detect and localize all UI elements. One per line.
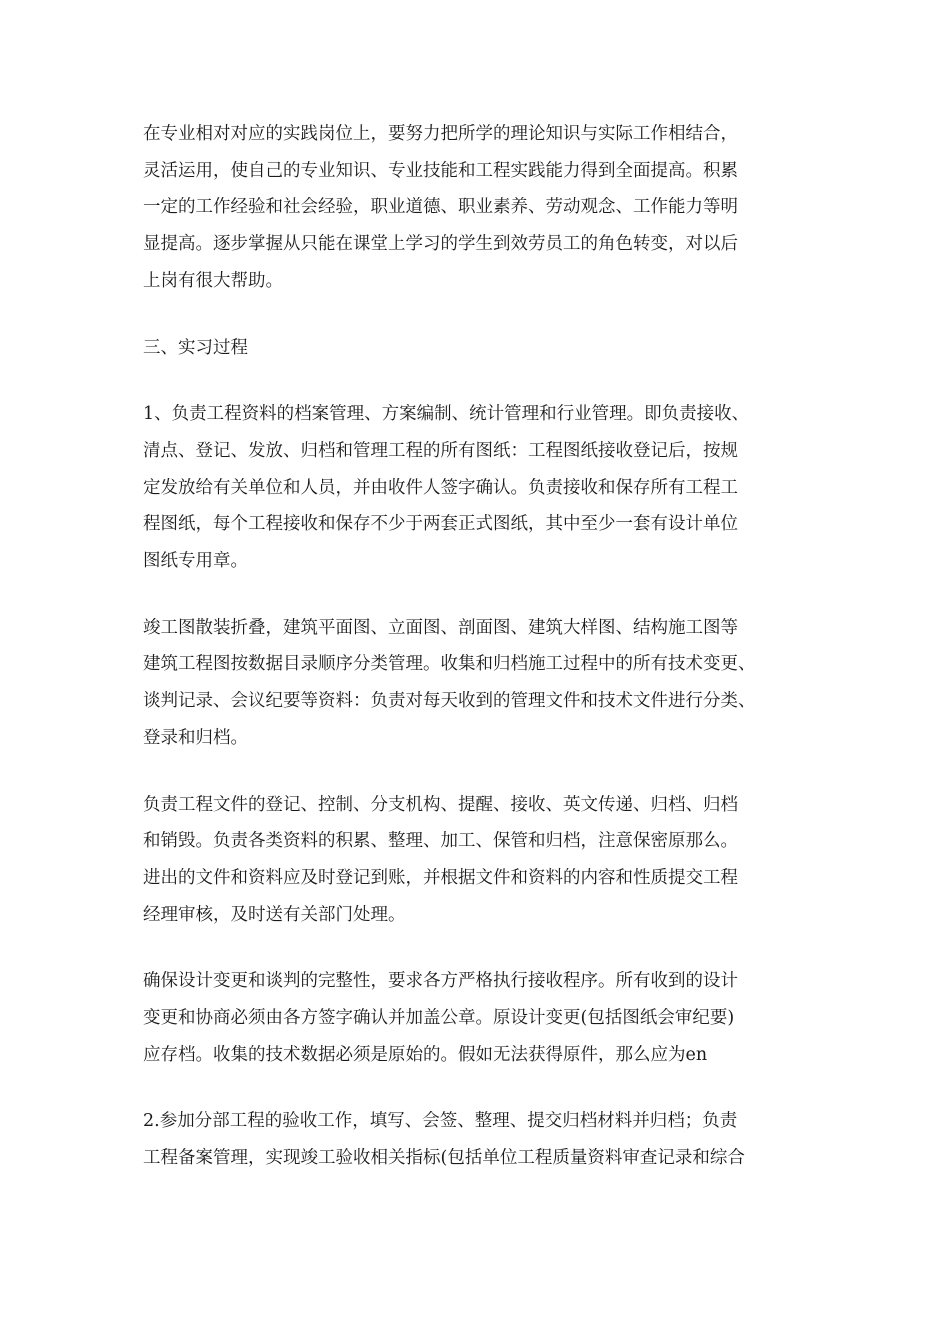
paragraph-design-changes: 确保设计变更和谈判的完整性，要求各方严格执行接收程序。所有收到的设计 变更和协商必须由各方签字确认并加盖公章。原设计变更(包括图纸会审纪要) 应存档。收集的技术数据必须是原始的。假如无法获得原件，那么应为en — [143, 971, 738, 1065]
section-heading: 三、实习过程 — [143, 337, 248, 358]
paragraph-item-2: 2.参加分部工程的验收工作，填写、会签、整理、提交归档材料并归档；负责 工程备案管理，实现竣工验收相关指标(包括单位工程质量资料审查记录和综合 — [143, 1111, 745, 1169]
paragraph-item-1: 1、负责工程资料的档案管理、方案编制、统计管理和行业管理。即负责接收、 清点、登记、发放、归档和管理工程的所有图纸：工程图纸接收登记后，按规 定发放给有关单位和人员，并由收件人签字确认。负责接收和保存所有工程工 程图纸，每个工程接收和保存不少于两套正式图纸，其中至少一套有设计单位 图纸专用章。 — [143, 404, 750, 572]
paragraph-files: 负责工程文件的登记、控制、分支机构、提醒、接收、英文传递、归档、归档 和销毁。负责各类资料的积累、整理、加工、保管和归档，注意保密原那么。 进出的文件和资料应及时登记到账，并根据文件和资料的内容和性质提交工程 经理审核，及时送有关部门处理。 — [143, 794, 738, 925]
paragraph-drawings: 竣工图散装折叠，建筑平面图、立面图、剖面图、建筑大样图、结构施工图等 建筑工程图按数据目录顺序分类管理。收集和归档施工过程中的所有技术变更、 谈判记录、会议纪要等资料：负责对每天收到的管理文件和技术文件进行分类、 登录和归档。 — [143, 617, 756, 748]
paragraph-intro: 在专业相对对应的实践岗位上，要努力把所学的理论知识与实际工作相结合， 灵活运用，使自己的专业知识、专业技能和工程实践能力得到全面提高。积累 一定的工作经验和社会经验，职业道德、职业素养、劳动观念、工作能力等明 显提高。逐步掌握从只能在课堂上学习的学生到效劳员工的角色转变，对以后 上岗有很大帮助。 — [143, 124, 738, 291]
document-body — [143, 116, 811, 1207]
